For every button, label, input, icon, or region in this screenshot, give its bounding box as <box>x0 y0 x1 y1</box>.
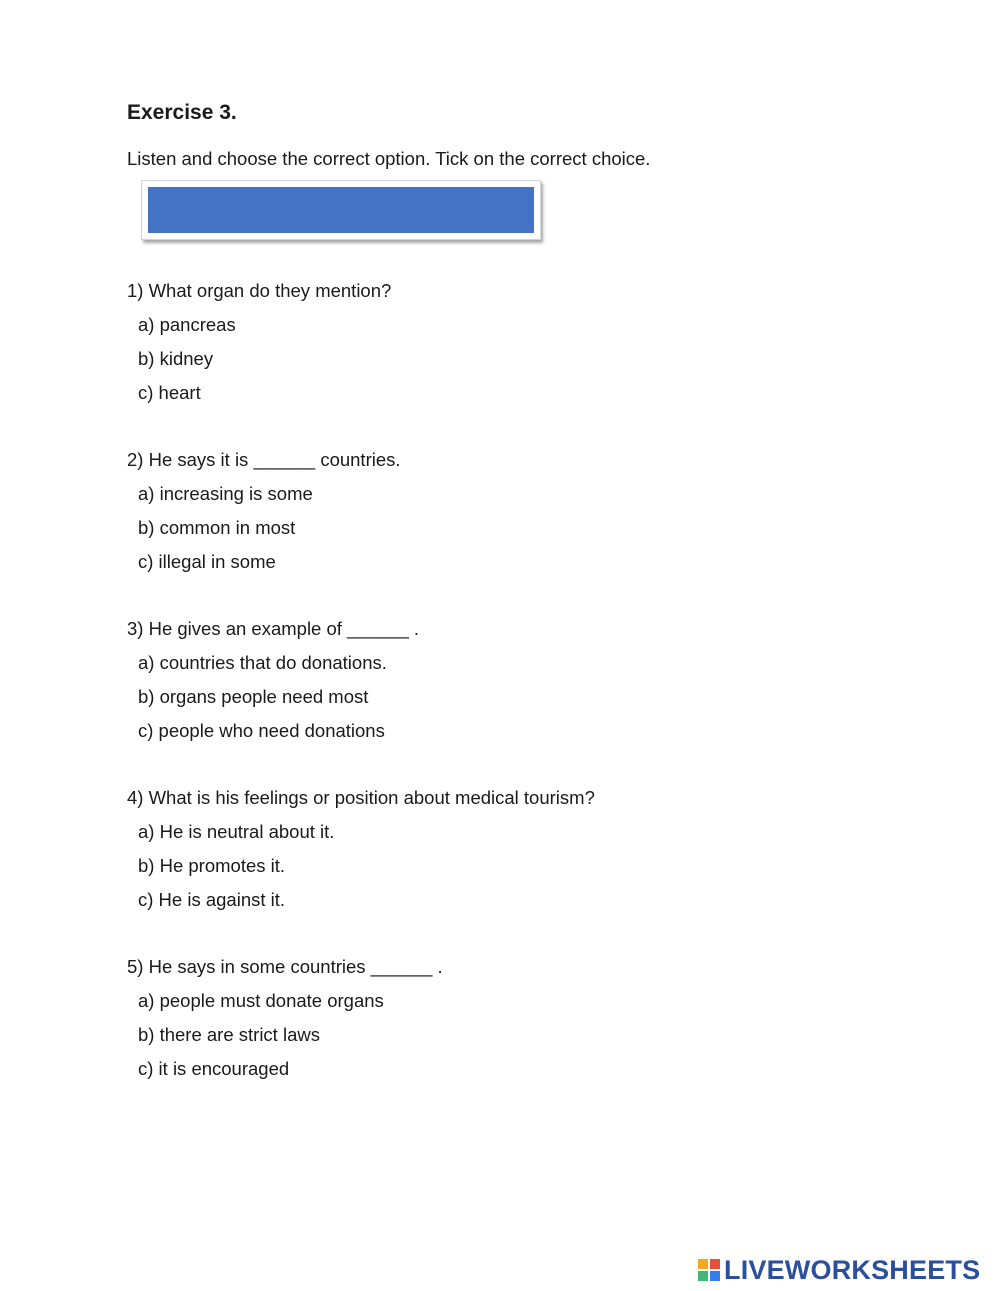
option-b[interactable]: b) kidney <box>138 348 214 369</box>
logo-tile <box>710 1271 720 1281</box>
question-text: 3) He gives an example of ______ . <box>127 618 420 639</box>
option-a[interactable]: a) countries that do donations. <box>138 652 387 673</box>
worksheet-title: Exercise 3. <box>127 101 237 124</box>
audio-player[interactable] <box>141 180 541 240</box>
option-c[interactable]: c) heart <box>138 382 201 403</box>
instructions-text: Listen and choose the correct option. Tick on the correct choice. <box>127 148 651 169</box>
question-list <box>127 280 827 1125</box>
liveworksheets-logo <box>698 1253 980 1287</box>
option-c[interactable]: c) He is against it. <box>138 889 286 910</box>
logo-text: LIVEWORKSHEETS <box>724 1254 981 1285</box>
option-b[interactable]: b) common in most <box>138 517 296 538</box>
logo-tile <box>710 1259 720 1269</box>
question-3 <box>127 618 827 787</box>
question-2 <box>127 449 827 618</box>
question-text: 2) He says it is ______ countries. <box>127 449 401 470</box>
option-a[interactable]: a) people must donate organs <box>138 990 384 1011</box>
question-1 <box>127 280 827 449</box>
option-c[interactable]: c) illegal in some <box>138 551 276 572</box>
option-a[interactable]: a) pancreas <box>138 314 236 335</box>
option-b[interactable]: b) organs people need most <box>138 686 369 707</box>
liveworksheets-logo-icon <box>698 1259 720 1281</box>
option-c[interactable]: c) people who need donations <box>138 720 385 741</box>
question-text: 1) What organ do they mention? <box>127 280 392 301</box>
question-text: 5) He says in some countries ______ . <box>127 956 443 977</box>
option-a[interactable]: a) He is neutral about it. <box>138 821 335 842</box>
option-b[interactable]: b) there are strict laws <box>138 1024 320 1045</box>
option-b[interactable]: b) He promotes it. <box>138 855 286 876</box>
option-c[interactable]: c) it is encouraged <box>138 1058 290 1079</box>
question-5 <box>127 956 827 1125</box>
logo-tile <box>698 1271 708 1281</box>
audio-player-bar[interactable] <box>148 187 534 233</box>
option-a[interactable]: a) increasing is some <box>138 483 313 504</box>
question-4 <box>127 787 827 956</box>
question-text: 4) What is his feelings or position about medical tourism? <box>127 787 595 808</box>
logo-tile <box>698 1259 708 1269</box>
